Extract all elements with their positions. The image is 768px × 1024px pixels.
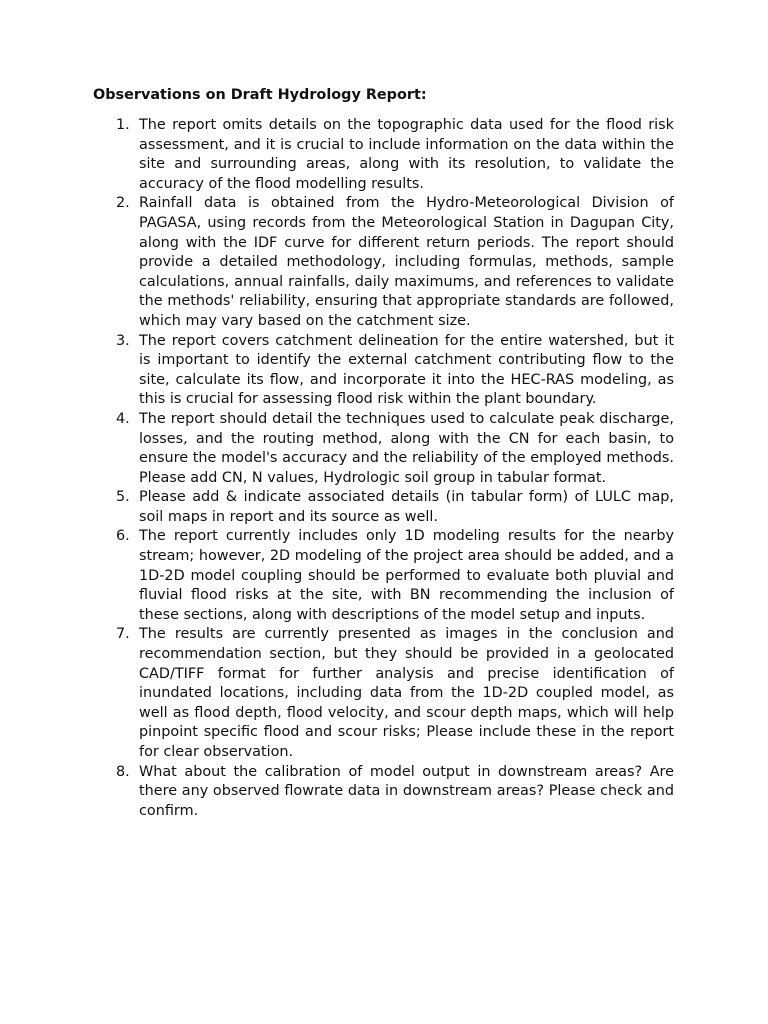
observation-item [116, 625, 674, 762]
observation-item [116, 116, 674, 194]
observation-text: Rainfall data is obtained from the Hydro-Meteorological Division of PAGASA, using records from the Meteorological Station in Dagupan City, along with the IDF curve for different return periods. The report should provide a detailed methodology, including formulas, methods, sample calculations, annual rainfalls, daily maximums, and references to validate the methods' reliability, ensuring that appropriate standards are followed, which may vary based on the catchment size. [139, 195, 674, 329]
observation-number: 6. [116, 528, 130, 545]
observation-text: The report omits details on the topographic data used for the flood risk assessment, and it is crucial to include information on the data within the site and surrounding areas, along with its resolution, to validate the accuracy of the flood modelling results. [139, 117, 674, 192]
observation-text: The report should detail the techniques used to calculate peak discharge, losses, and the routing method, along with the CN for each basin, to ensure the model's accuracy and the reliability of the employed methods. Please add CN, N values, Hydrologic soil group in tabular format. [139, 410, 674, 486]
observation-item [116, 527, 674, 625]
observation-text: What about the calibration of model output in downstream areas? Are there any observed flowrate data in downstream areas? Please check and confirm. [139, 763, 674, 819]
observation-number: 4. [116, 410, 130, 427]
observation-number: 2. [116, 195, 130, 212]
observation-item [116, 194, 674, 331]
observation-number: 8. [116, 763, 130, 780]
observation-item [116, 410, 674, 488]
observation-text: Please add & indicate associated details (in tabular form) of LULC map, soil maps in report and its source as well. [139, 489, 674, 525]
observation-item [116, 488, 674, 527]
observation-text: The report currently includes only 1D modeling results for the nearby stream; however, 2D modeling of the project area should be added, and a 1D-2D model coupling should be performed to evaluate both pluvial and fluvial flood risks at the site, with BN recommending the inclusion of these sections, along with descriptions of the model setup and inputs. [139, 528, 674, 623]
observation-item [116, 763, 674, 822]
observations-list [116, 116, 674, 821]
observation-number: 3. [116, 332, 130, 349]
observation-number: 1. [116, 117, 130, 133]
observation-item [116, 332, 674, 410]
observation-text: The results are currently presented as images in the conclusion and recommendation section, but they should be provided in a geolocated CAD/TIFF format for further analysis and precise identification of inundated locations, including data from the 1D-2D coupled model, as well as flood depth, flood velocity, and scour depth maps, which will help pinpoint specific flood and scour risks; Please include these in the report for clear observation. [139, 626, 674, 760]
observation-number: 7. [116, 626, 130, 643]
document-heading: Observations on Draft Hydrology Report: [93, 87, 427, 103]
observation-text: The report covers catchment delineation for the entire watershed, but it is important to identify the external catchment contributing flow to the site, calculate its flow, and incorporate it into the HEC-RAS modeling, as this is crucial for assessing flood risk within the plant boundary. [139, 332, 674, 408]
observation-number: 5. [116, 489, 130, 506]
